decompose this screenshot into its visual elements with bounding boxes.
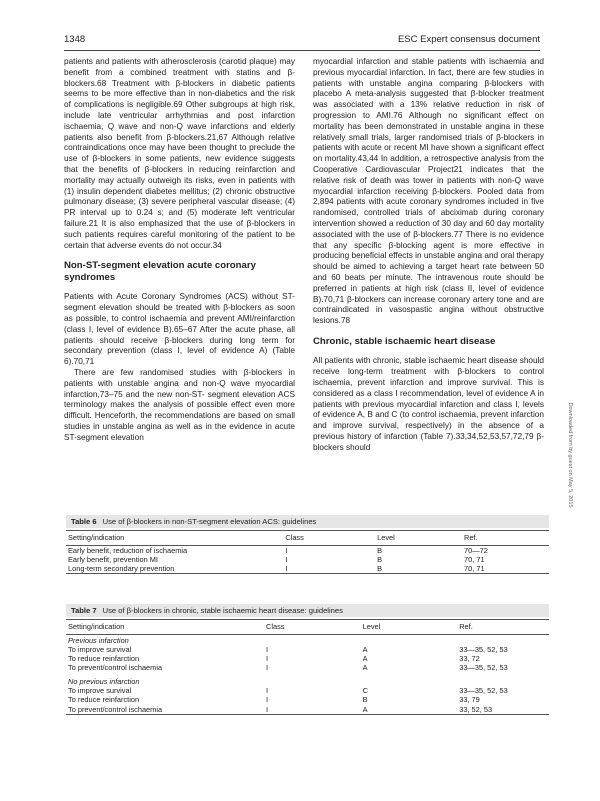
table-6-caption — [66, 515, 549, 528]
left-paragraph-2: Patients with Acute Coronary Syndromes (ACS) without ST-segment elevation should be treated with β-blockers as soon as possible, to control ischaemia and prevent AMI/reinfarction (class I, level of evidence B).65–67 After the acute phase, all patients should receive β-blockers during long term for secondary prevention (class I, level of evidence A) (Table 6).70,71 — [64, 292, 295, 367]
table-cell: I — [264, 705, 361, 715]
table-cell: 33—35, 52, 53 — [459, 686, 508, 696]
table-cell: 33—35, 52, 53 — [459, 644, 508, 654]
table-cell: A — [362, 663, 368, 673]
download-note-text: Downloaded from by guest on May 5, 2015 — [567, 402, 573, 508]
table-cell: B — [377, 545, 383, 555]
table-7-title: Use of β-blockers in chronic, stable ischaemic heart disease: guidelines — [102, 606, 343, 615]
table-cell: A — [362, 654, 368, 664]
table-6-header-class: Class — [283, 531, 375, 545]
table-cell: 33—35, 52, 53 — [459, 663, 508, 673]
table-row — [66, 564, 549, 574]
table-cell: Early benefit, reduction of ischaemia — [68, 545, 188, 555]
table-cell: I — [266, 686, 269, 696]
table-cell: A — [362, 644, 368, 654]
table-7-header-class: Class — [264, 620, 361, 634]
right-paragraph-1: myocardial infarction and stable patients with ischaemia and previous myocardial infarction. In fact, there are few studies in patients with unstable angina comparing β-blockers with placebo A meta-analysis suggested that β-blocker treatment was associated with a 13% relative reduction in risk of progression to AMI.76 Although no significant effect on mortality has been demonstrated in unstable angina in these relatively small trials, larger randomised trials of β-blockers in patients with acute or recent MI have shown a significant effect on mortality.43,44 In addition, a retrospective analysis from the Cooperative Cardiovascular Project21 indicates that the relative risk of death was tower in patients with non-Q wave myocardial infarction receiving β-blockers. Pooled data from 2,894 patients with acute coronary syndromes included in five randomised, controlled trials of abciximab during coronary intervention showed a reduction of 30 day and 60 day mortality associated with the use of β-blockers.77 There is no evidence that any specific β-blocking agent is more effective in producing beneficial effects in unstable angina and oral therapy should be aimed to achieving a target heart rate between 50 and 60 beats per minute. The intravenous route should be preferred in patients at high risk (class II, level of evidence B).70,71 β-blockers can increase coronary artery tone and are contraindicated in vasospastic angina without obstructive lesions.78 — [313, 57, 545, 326]
table-group-row — [66, 634, 549, 645]
table-cell: Early benefit, prevention MI — [68, 554, 158, 564]
table-cell: B — [362, 695, 368, 705]
table-cell: To reduce reinfarction — [68, 695, 140, 705]
table-6-grid — [66, 530, 549, 574]
right-paragraph-2: All patients with chronic, stable ischaemic heart disease should receive long-term treatment with β-blockers to control ischaemia, prevent infarction and improve survival. This is considered as a class I recommendation, level of evidence A in patients with previous myocardial infarction and class I, levels of evidence A, B and C (to control ischaemia, prevent infarction and improve survival, respectively) in the absence of a previous history of infarction (Table 7).33,34,52,53,57,72,79 β-blockers should — [313, 356, 544, 452]
table-cell: B — [375, 564, 462, 574]
download-note — [567, 402, 581, 508]
table-cell: To prevent/control ischaemia — [68, 663, 163, 673]
table-6-header-setting: Setting/indication — [66, 531, 283, 545]
table-7 — [66, 604, 549, 715]
table-cell: 70, 71 — [464, 554, 485, 564]
table-cell: I — [266, 695, 269, 705]
left-paragraph-3: There are few randomised studies with β-blockers in patients with unstable angina and non-Q wave myocardial infarction,73–75 and the new non-ST- segment elevation ACS terminology makes the analysis of possible effect even more difficult. Henceforth, the recommendations are based on small studies in unstable angina as well as in the evidence in acute ST-segment elevation — [64, 367, 295, 442]
table-cell: I — [285, 545, 288, 555]
table-cell: C — [362, 686, 368, 696]
table-cell: Long-term secondary prevention — [66, 564, 283, 574]
table-cell: To improve survival — [68, 644, 132, 654]
table-row — [66, 663, 549, 672]
table-6-label: Table 6 — [71, 517, 97, 526]
table-7-header-level: Level — [361, 620, 458, 634]
header-rule — [64, 50, 540, 51]
table-row — [66, 695, 549, 704]
left-paragraph-1: patients and patients with atherosclerosis (carotid plaque) may benefit from a combined treatment with statins and β-blockers.68 Treatment with β-blockers in diabetic patients seems to be more effective than in non-diabetics and the risk of complications is negligible.69 Other subgroups at high risk, include late ventricular arrhythmias and post infarction ischaemia, Q wave and non-Q wave infarctions and elderly patients also benefit from β-blockers.21,67 Although relative contraindications once may have been thought to preclude the use of β-blockers in some patients, new evidence suggests that the benefits of β-blockers in reducing reinfarction and mortality may actually outweigh its risks, even in patients with (1) insulin dependent diabetes mellitus; (2) chronic obstructive pulmonary disease; (3) severe peripheral vascular disease; (4) PR interval up to 0.24 s; and (5) moderate left ventricular failure.21 It is also emphasized that the use of β-blockers in such patients requires careful monitoring of the patient to be certain that adverse events do not occur.34 — [64, 57, 295, 250]
table-7-grid — [66, 619, 549, 715]
table-row — [66, 654, 549, 663]
table-6-title: Use of β-blockers in non-ST-segment elevation ACS: guidelines — [102, 517, 317, 526]
table-row — [66, 545, 549, 555]
table-cell: To improve survival — [68, 686, 132, 696]
left-column — [64, 57, 295, 444]
table-row — [66, 555, 549, 564]
table-cell: A — [361, 705, 458, 715]
table-cell: To prevent/control ischaemia — [66, 705, 264, 715]
table-7-label: Table 7 — [71, 606, 97, 615]
table-cell: 33, 79 — [459, 695, 480, 705]
table-cell: 33, 52, 53 — [457, 705, 549, 715]
table-cell: 70, 71 — [462, 564, 549, 574]
section-heading-nste-acs: Non-ST-segment elevation acute coronary syndromes — [64, 260, 256, 283]
table-group-row — [66, 673, 549, 686]
table-cell: 70—72 — [464, 545, 488, 555]
table-7-group-no-previous: No previous infarction — [68, 676, 140, 686]
table-7-header-setting: Setting/indication — [66, 620, 264, 634]
table-row — [66, 686, 549, 695]
running-header — [64, 34, 540, 48]
table-cell: I — [283, 564, 375, 574]
table-cell: I — [285, 554, 288, 564]
table-row — [66, 705, 549, 715]
table-cell: B — [377, 554, 383, 564]
table-cell: I — [266, 644, 269, 654]
table-6-header-level: Level — [375, 531, 462, 545]
table-cell: I — [266, 654, 269, 664]
table-cell: To reduce reinfarction — [68, 654, 140, 664]
right-column — [313, 57, 544, 454]
table-row — [66, 645, 549, 654]
journal-title: ESC Expert consensus document — [397, 34, 540, 45]
page-number: 1348 — [64, 34, 86, 45]
table-cell: 33, 72 — [459, 654, 480, 664]
table-6 — [66, 515, 549, 574]
table-7-caption — [66, 604, 549, 617]
table-7-header-ref: Ref. — [457, 620, 549, 634]
table-6-header-ref: Ref. — [462, 531, 549, 545]
table-cell: I — [266, 663, 269, 673]
section-heading-chronic-ihd: Chronic, stable ischaemic heart disease — [313, 335, 496, 347]
table-7-group-previous: Previous infarction — [68, 635, 129, 645]
